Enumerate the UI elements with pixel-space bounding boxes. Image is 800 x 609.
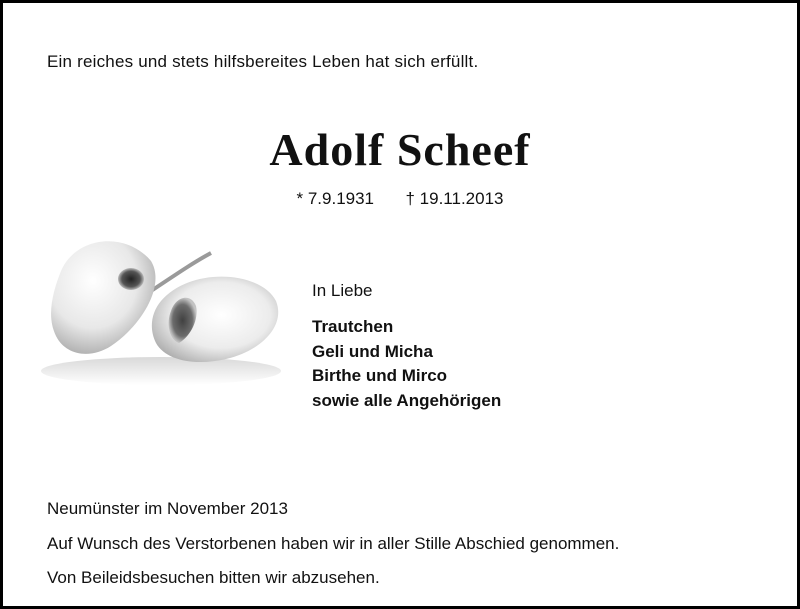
condolence-note: Von Beileidsbesuchen bitten wir abzusehen. (47, 568, 380, 587)
signer: Birthe und Mirco (312, 366, 448, 385)
deceased-name: Adolf Scheef (269, 124, 531, 175)
signers-list (312, 315, 501, 413)
birth-date: * 7.9.1931 (296, 189, 375, 208)
intro-text: Ein reiches und stets hilfsbereites Leben hat sich erfüllt. (47, 52, 479, 71)
signer: Trautchen (312, 317, 394, 336)
in-love-label: In Liebe (312, 281, 373, 300)
signer: sowie alle Angehörigen (312, 390, 502, 410)
calla-lily-image (31, 231, 291, 391)
signer: Geli und Micha (312, 341, 433, 361)
life-dates (3, 189, 797, 209)
farewell-note: Auf Wunsch des Verstorbenen haben wir in aller Stille Abschied genommen. (47, 534, 620, 553)
place-date: Neumünster im November 2013 (47, 499, 288, 518)
death-date: † 19.11.2013 (405, 189, 504, 208)
